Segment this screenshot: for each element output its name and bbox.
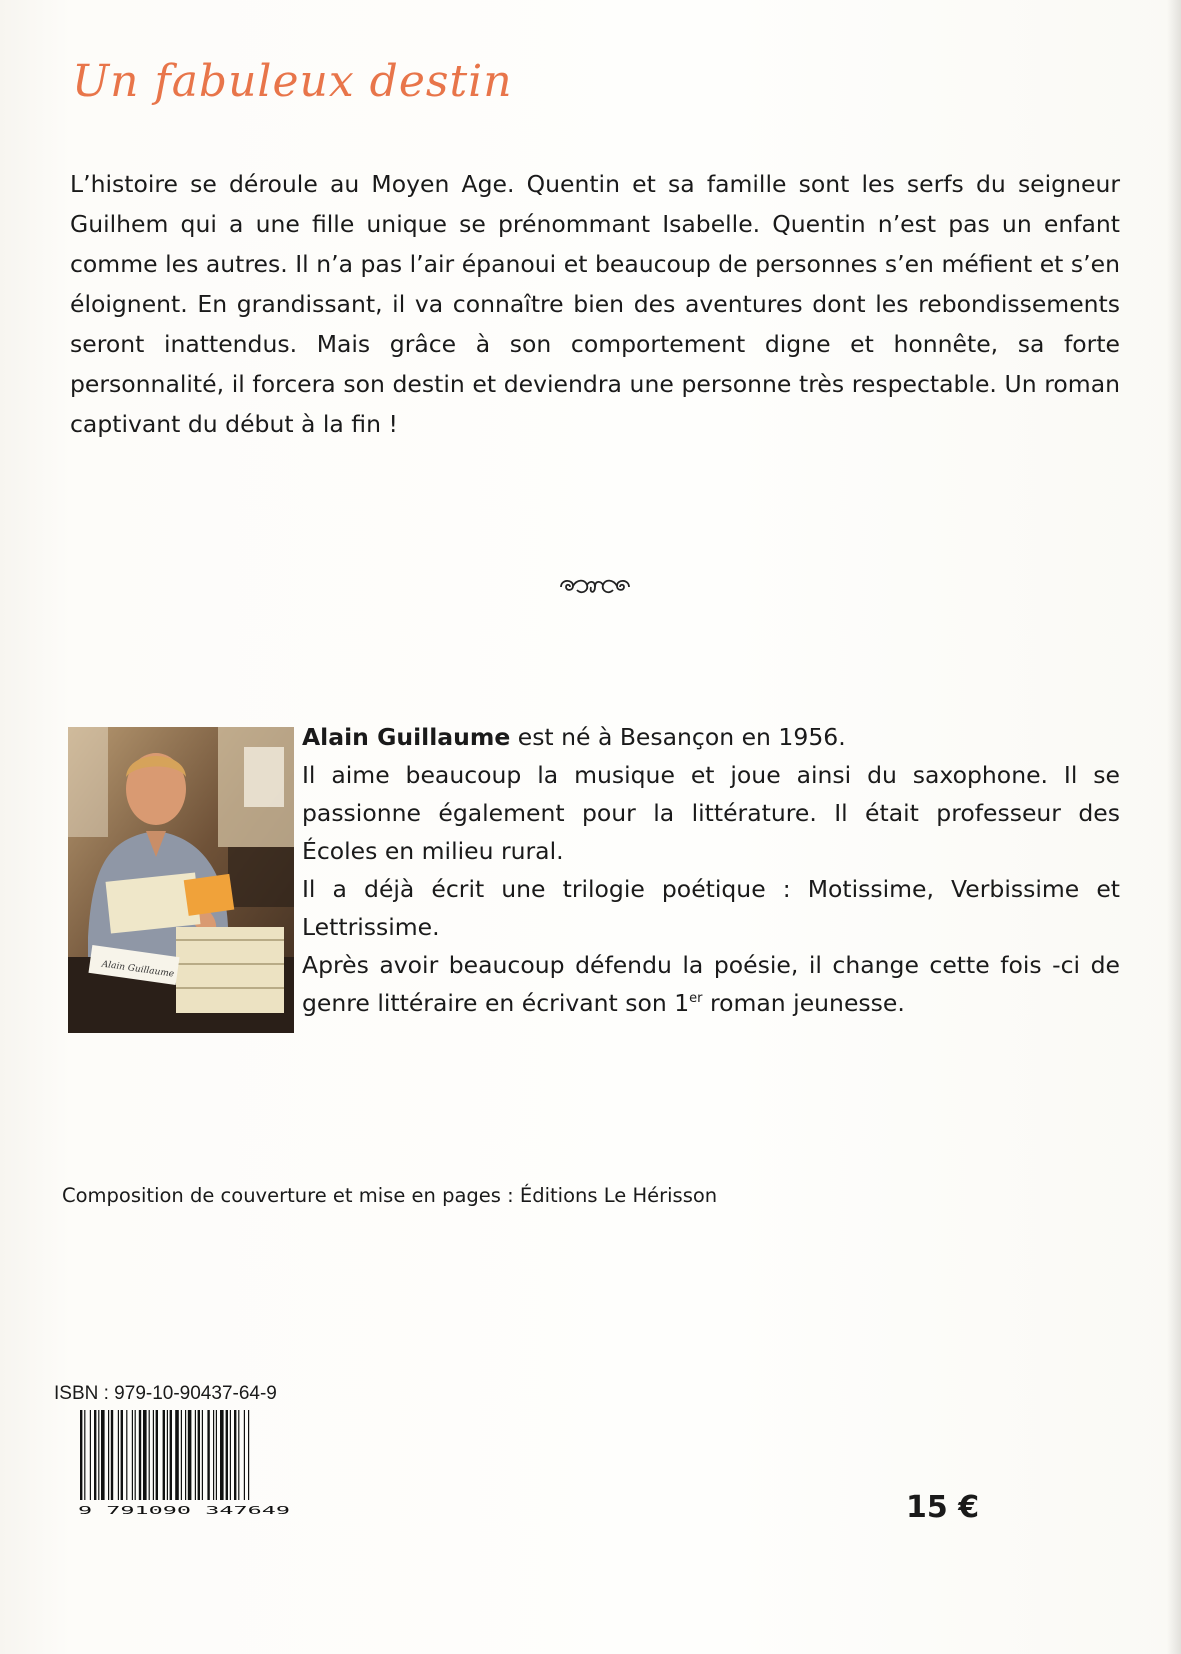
barcode-bar bbox=[143, 1410, 147, 1500]
barcode-bar bbox=[234, 1410, 236, 1500]
barcode bbox=[76, 1408, 294, 1518]
name-card-text: Alain Guillaume bbox=[101, 959, 175, 980]
bio-line-birth bbox=[302, 718, 1120, 756]
barcode-bar bbox=[111, 1410, 113, 1500]
barcode-bar bbox=[248, 1410, 249, 1500]
barcode-bar bbox=[175, 1410, 179, 1500]
barcode-bar bbox=[118, 1410, 119, 1500]
bio-paragraph-1: Il aime beaucoup la musique et joue ainsi du saxophone. Il se passionne également pour la littérature. Il était professeur des Écoles en milieu rural. bbox=[302, 761, 1120, 865]
bio-paragraph-2: Il a déjà écrit une trilogie poétique : Motissime, Verbissime et Lettrissime. bbox=[302, 875, 1120, 941]
barcode-bars bbox=[80, 1410, 249, 1500]
bio-paragraph-3-text: Après avoir beaucoup défendu la poésie, il change cette fois -ci de genre littéraire en écrivant son 1 bbox=[302, 951, 1120, 1017]
barcode-bar bbox=[230, 1410, 231, 1500]
barcode-bar bbox=[170, 1410, 172, 1500]
barcode-bar bbox=[156, 1410, 158, 1500]
barcode-bar bbox=[149, 1410, 150, 1500]
isbn-label: ISBN : 979-10-90437-64-9 bbox=[54, 1383, 277, 1404]
floral-ornament-icon bbox=[555, 575, 635, 599]
book-title: Un fabuleux destin bbox=[72, 56, 513, 107]
barcode-bar bbox=[216, 1410, 217, 1500]
barcode-bar bbox=[220, 1410, 224, 1500]
barcode-bar bbox=[185, 1410, 186, 1500]
page-edge-shadow bbox=[1167, 0, 1181, 1654]
barcode-digits: 9 791090 347649 bbox=[78, 1504, 290, 1517]
barcode-bar bbox=[94, 1410, 96, 1500]
barcode-bar bbox=[153, 1410, 154, 1500]
ordinal-superscript: er bbox=[689, 991, 703, 1007]
barcode-bar bbox=[139, 1410, 141, 1500]
barcode-bar bbox=[121, 1410, 123, 1500]
barcode-bar bbox=[198, 1410, 200, 1500]
barcode-bar bbox=[98, 1410, 99, 1500]
barcode-bar bbox=[181, 1410, 182, 1500]
synopsis-text: L’histoire se déroule au Moyen Age. Quentin et sa famille sont les serfs du seigneur Guilhem qui a une fille unique se prénommant Isabelle. Quentin n’est pas un enfant comme les autres. Il n’a pas l’air épanoui et beaucoup de personnes s’en méfient et s’en éloignent. En grandissant, il va connaître bien des aventures dont les rebondissements seront inattendus. Mais grâce à son comportement digne et honnête, sa forte personnalité, il forcera son destin et deviendra une personne très respectable. Un roman captivant du début à la fin ! bbox=[70, 170, 1120, 438]
barcode-bar bbox=[126, 1410, 127, 1500]
barcode-bar bbox=[90, 1410, 91, 1500]
barcode-bar bbox=[213, 1410, 214, 1500]
bio-paragraph-3-end: roman jeunesse. bbox=[702, 989, 905, 1017]
barcode-bar bbox=[132, 1410, 133, 1500]
barcode-bar bbox=[238, 1410, 239, 1500]
barcode-bar bbox=[226, 1410, 228, 1500]
publisher-credits: Composition de couverture et mise en pages : Éditions Le Hérisson bbox=[62, 1184, 718, 1207]
barcode-bar bbox=[84, 1410, 85, 1500]
barcode-bar bbox=[80, 1410, 82, 1500]
author-birth: est né à Besançon en 1956. bbox=[510, 723, 846, 751]
barcode-bar bbox=[167, 1410, 168, 1500]
author-photo bbox=[68, 727, 294, 1033]
price: 15 € bbox=[906, 1490, 980, 1525]
author-bio bbox=[302, 718, 1120, 1022]
barcode-bar bbox=[244, 1410, 245, 1500]
barcode-bar bbox=[108, 1410, 109, 1500]
bio-paragraph-3 bbox=[302, 946, 1120, 1022]
barcode-bar bbox=[207, 1410, 209, 1500]
barcode-bar bbox=[195, 1410, 196, 1500]
barcode-bar bbox=[135, 1410, 136, 1500]
barcode-bar bbox=[163, 1410, 165, 1500]
barcode-bar bbox=[188, 1410, 192, 1500]
barcode-bar bbox=[101, 1410, 105, 1500]
author-name: Alain Guillaume bbox=[302, 723, 511, 751]
barcode-bar bbox=[202, 1410, 203, 1500]
